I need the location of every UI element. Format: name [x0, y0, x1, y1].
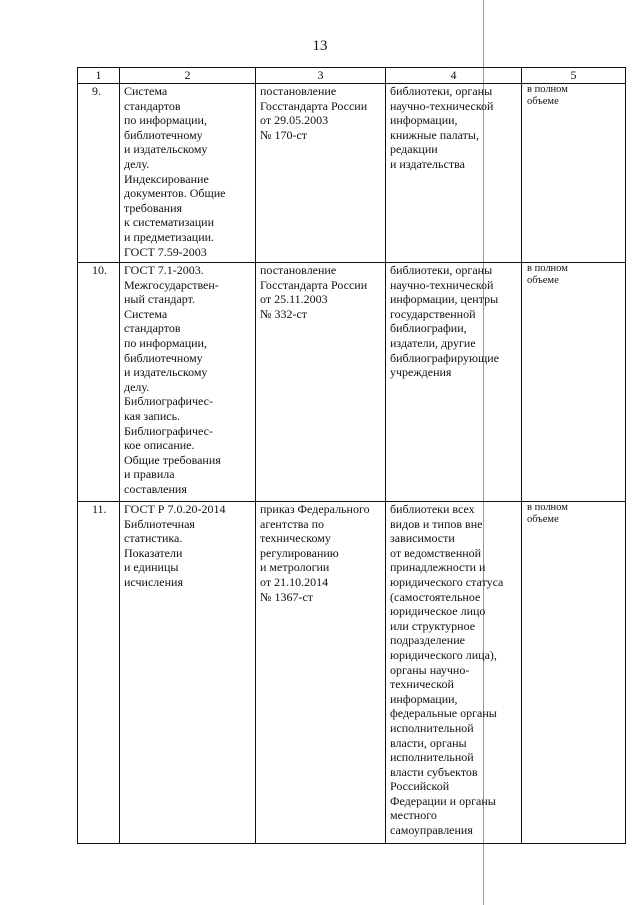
approval-act: приказ Федерального агентства по техническому регулированию и метрологии от 21.10.2014 № 1367-ст	[256, 502, 386, 844]
application-scope: в полном объеме	[522, 502, 626, 844]
header-row	[78, 68, 626, 84]
approval-act: постановление Госстандарта России от 29.05.2003 № 170-ст	[256, 84, 386, 263]
table-row	[78, 84, 626, 263]
applicable-organizations: библиотеки, органы научно-технической информации, центры государственной библиографии, издатели, другие библиографирующие учреждения	[386, 263, 522, 502]
application-scope: в полном объеме	[522, 84, 626, 263]
column-header-1: 1	[78, 68, 120, 84]
applicable-organizations: библиотеки всех видов и типов вне зависимости от ведомственной принадлежности и юридического статуса (самостоятельное юридическое лицо или структурное подразделение юридического лица), органы научно- технической информации, федеральные органы исполнительной власти, органы исполнительной власти субъектов Российской Федерации и органы местного самоуправления	[386, 502, 522, 844]
standard-title: ГОСТ 7.1-2003. Межгосударствен- ный стандарт. Система стандартов по информации, библиотечному и издательскому делу. Библиографичес- кая запись. Библиографичес- кое описание. Общие требования и правила составления	[120, 263, 256, 502]
row-number: 10.	[78, 263, 120, 502]
column-header-4: 4	[386, 68, 522, 84]
standard-title: Система стандартов по информации, библиотечному и издательскому делу. Индексирование документов. Общие требования к систематизации и предметизации. ГОСТ 7.59-2003	[120, 84, 256, 263]
row-number: 9.	[78, 84, 120, 263]
column-header-2: 2	[120, 68, 256, 84]
table-row	[78, 502, 626, 844]
column-header-5: 5	[522, 68, 626, 84]
application-scope: в полном объеме	[522, 263, 626, 502]
row-number: 11.	[78, 502, 120, 844]
approval-act: постановление Госстандарта России от 25.11.2003 № 332-ст	[256, 263, 386, 502]
page-number: 13	[312, 38, 328, 54]
table-row	[78, 263, 626, 502]
applicable-organizations: библиотеки, органы научно-технической информации, книжные палаты, редакции и издательства	[386, 84, 522, 263]
column-header-3: 3	[256, 68, 386, 84]
standards-table	[77, 67, 626, 844]
standard-title: ГОСТ Р 7.0.20-2014 Библиотечная статистика. Показатели и единицы исчисления	[120, 502, 256, 844]
